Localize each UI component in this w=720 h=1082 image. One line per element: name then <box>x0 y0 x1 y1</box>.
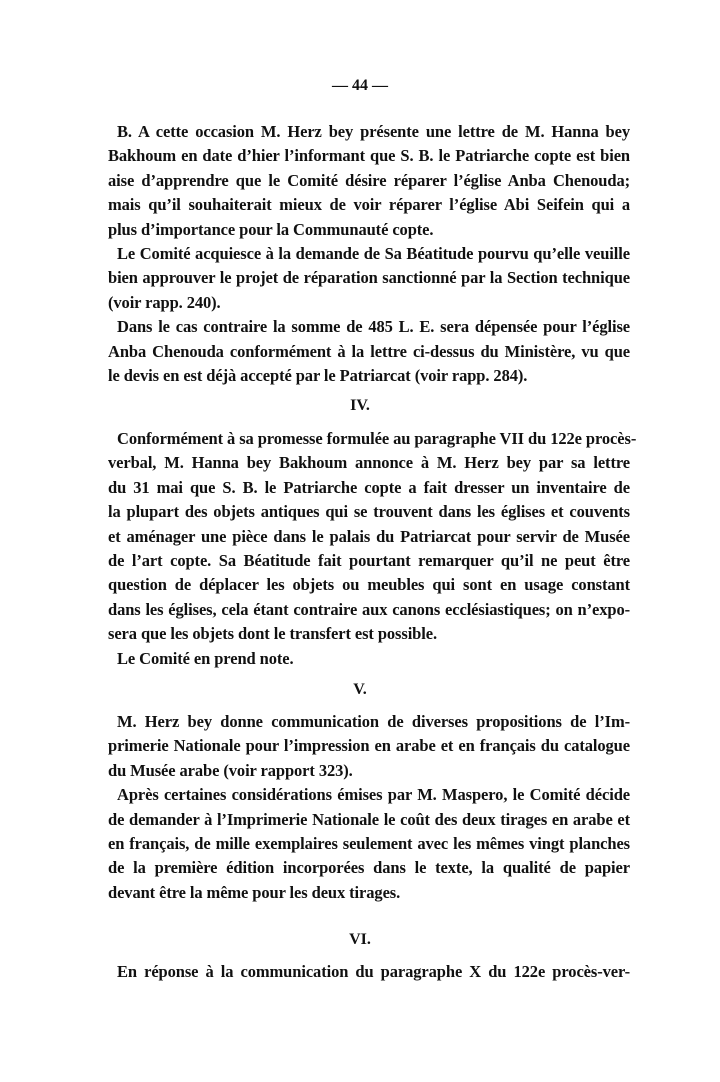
text-line: Bakhoum en date d’hier l’informant que S. B. le Patriarche copte est bien <box>108 146 630 166</box>
text-line: bien approuver le projet de réparation sanctionné par la Section technique <box>108 268 630 288</box>
text-line: en français, de mille exemplaires seulement avec les mêmes vingt planches <box>108 834 630 853</box>
section-heading: VI. <box>349 931 371 948</box>
text-line: Anba Chenouda conformément à la lettre ci-dessus du Ministère, vu que <box>108 341 630 361</box>
text-line: Conformément à sa promesse formulée au paragraphe VII du 122e procès- <box>117 429 637 448</box>
text-line: verbal, M. Hanna bey Bakhoum annonce à M. Herz bey par sa lettre <box>108 453 630 473</box>
text-line: sera que les objets dont le transfert est possible. <box>108 624 437 644</box>
text-line: M. Herz bey donne communication de diverses propositions de l’Im- <box>117 712 630 731</box>
text-line: B. A cette occasion M. Herz bey présente une lettre de M. Hanna bey <box>117 122 630 141</box>
text-line: du 31 mai que S. B. le Patriarche copte a fait dresser un inventaire de <box>108 477 630 497</box>
text-line: Dans le cas contraire la somme de 485 L. E. sera dépensée pour l’église <box>117 317 630 337</box>
page-number: — 44 — <box>332 77 388 94</box>
text-line: Le Comité en prend note. <box>117 648 294 668</box>
text-line: (voir rapp. 240). <box>108 292 221 312</box>
text-line: devant être la même pour les deux tirages. <box>108 882 401 902</box>
text-line: de demander à l’Imprimerie Nationale le coût des deux tirages en arabe et <box>108 809 630 829</box>
text-line: du Musée arabe (voir rapport 323). <box>108 760 353 780</box>
text-line: question de déplacer les objets ou meubles qui sont en usage constant <box>108 575 630 595</box>
text-line: aise d’apprendre que le Comité désire réparer l’église Anba Chenouda; <box>108 170 630 190</box>
text-line: primerie Nationale pour l’impression en arabe et en français du catalogue <box>108 736 630 756</box>
text-line: de la première édition incorporées dans le texte, la qualité de papier <box>108 858 630 878</box>
text-line: Après certaines considérations émises par M. Maspero, le Comité décide <box>117 785 630 805</box>
section-heading: IV. <box>350 397 370 414</box>
text-line: de l’art copte. Sa Béatitude fait pourtant remarquer qu’il ne peut être <box>108 551 630 570</box>
text-line: Le Comité acquiesce à la demande de Sa Béatitude pourvu qu’elle veuille <box>117 244 630 263</box>
text-line: la plupart des objets antiques qui se trouvent dans les églises et couvents <box>108 502 630 522</box>
section-heading: V. <box>353 681 367 698</box>
text-line: plus d’importance pour la Communauté copte. <box>108 219 434 239</box>
text-line: dans les églises, cela étant contraire aux canons ecclésiastiques; on n’expo- <box>108 599 630 619</box>
text-line: le devis en est déjà accepté par le Patriarcat (voir rapp. 284). <box>108 366 528 385</box>
text-line: et aménager une pièce dans le palais du Patriarcat pour servir de Musée <box>108 526 630 546</box>
text-line: mais qu’il souhaiterait mieux de voir réparer l’église Abi Seifein qui a <box>108 195 630 215</box>
text-line: En réponse à la communication du paragraphe X du 122e procès-ver- <box>117 962 630 981</box>
